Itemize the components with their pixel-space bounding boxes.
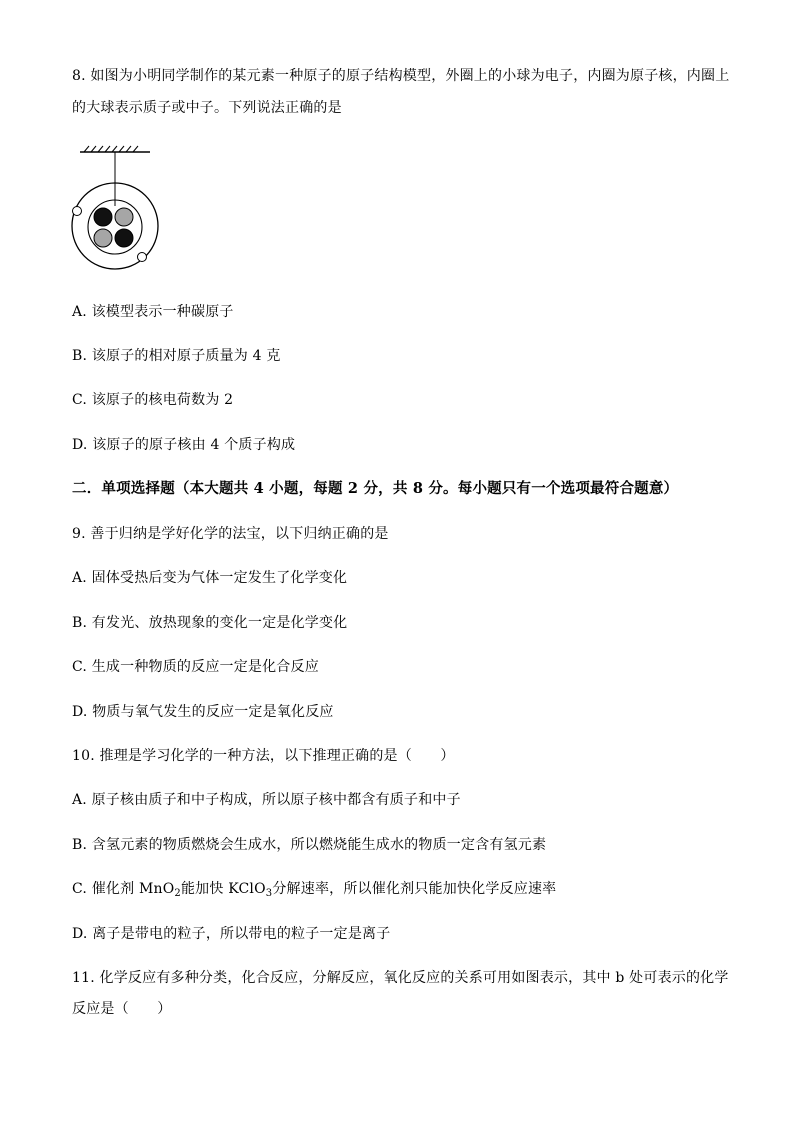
q8-option-c: C. 该原子的核电荷数为 2 [72, 392, 234, 408]
q8-stem-line2: 的大球表示质子或中子。下列说法正确的是 [72, 100, 342, 116]
q10-option-c-post: 分解速率，所以催化剂只能加快化学反应速率 [272, 881, 557, 897]
q10-option-d: D. 离子是带电的粒子，所以带电的粒子一定是离子 [72, 926, 391, 942]
q10-option-c [72, 879, 556, 899]
proton-particle [115, 229, 133, 247]
q10-stem: 10. 推理是学习化学的一种方法，以下推理正确的是（ ） [72, 748, 455, 764]
q9-stem: 9. 善于归纳是学好化学的法宝，以下归纳正确的是 [72, 526, 389, 542]
neutron-particle [115, 208, 133, 226]
q9-option-d: D. 物质与氧气发生的反应一定是氧化反应 [72, 704, 334, 720]
neutron-particle [94, 229, 112, 247]
q8-option-b: B. 该原子的相对原子质量为 4 克 [72, 348, 281, 364]
q10-option-c-pre: C. 催化剂 MnO [72, 881, 175, 897]
q10-option-b: B. 含氢元素的物质燃烧会生成水，所以燃烧能生成水的物质一定含有氢元素 [72, 837, 547, 853]
q8-option-a: A. 该模型表示一种碳原子 [72, 304, 234, 320]
q11-stem-line1: 11. 化学反应有多种分类，化合反应，分解反应，氧化反应的关系可用如图表示，其中 b 处可表示的化学 [72, 970, 729, 986]
q10-option-c-sub2: 3 [265, 888, 273, 899]
q8-option-d: D. 该原子的原子核由 4 个质子构成 [72, 437, 296, 453]
q9-option-b: B. 有发光、放热现象的变化一定是化学变化 [72, 615, 348, 631]
proton-particle [94, 208, 112, 226]
atom-model-diagram [66, 144, 166, 274]
nucleus-circle [88, 200, 142, 254]
electron-particle [138, 253, 147, 262]
electron-particle [73, 207, 82, 216]
q9-option-a: A. 固体受热后变为气体一定发生了化学变化 [72, 570, 348, 586]
q9-option-c: C. 生成一种物质的反应一定是化合反应 [72, 659, 319, 675]
q8-stem-line1: 8. 如图为小明同学制作的某元素一种原子的原子结构模型，外圈上的小球为电子，内圈为原子核，内圈上 [72, 68, 730, 84]
section2-heading: 二．单项选择题（本大题共 4 小题，每题 2 分，共 8 分。每小题只有一个选项最符合题意） [72, 480, 679, 497]
q10-option-a: A. 原子核由质子和中子构成，所以原子核中都含有质子和中子 [72, 792, 461, 808]
q10-option-c-mid: 能加快 KClO [180, 881, 266, 897]
q10-option-c-sub1: 2 [174, 888, 181, 899]
ceiling-hatch [84, 146, 138, 152]
q11-stem-line2: 反应是（ ） [72, 1001, 172, 1017]
